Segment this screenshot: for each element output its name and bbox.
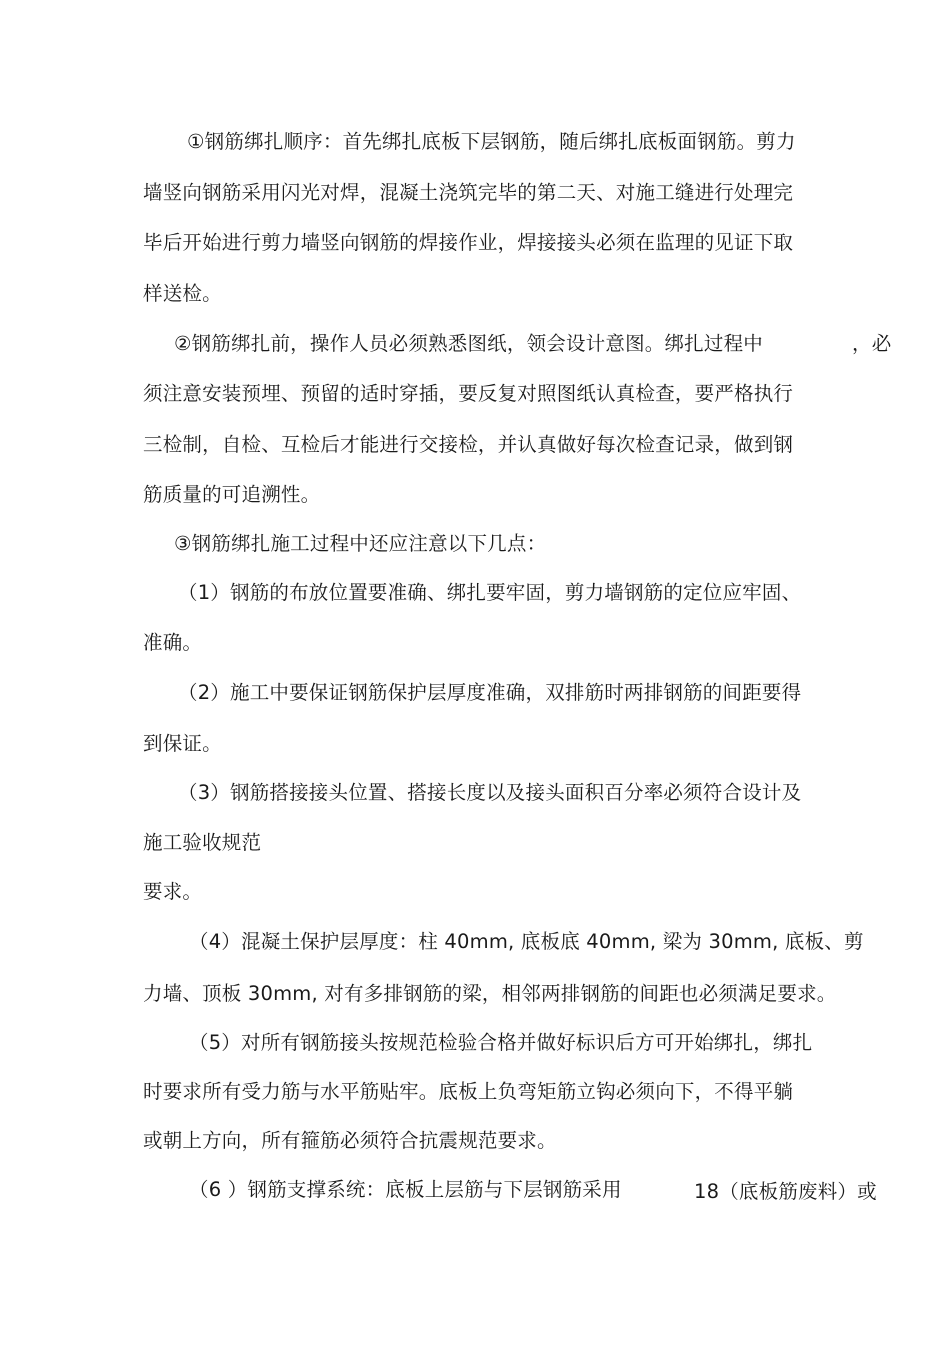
item3-line-1: （3）钢筋搭接接头位置、搭接长度以及接头面积百分率必须符合设计及 <box>178 781 802 804</box>
item5-line-1: （5）对所有钢筋接头按规范检验合格并做好标识后方可开始绑扎，绑扎 <box>189 1031 813 1054</box>
item3-line-2: 施工验收规范 <box>143 831 262 854</box>
p2-line-4: 筋质量的可追溯性。 <box>143 483 321 506</box>
p2-line-1: ②钢筋绑扎前，操作人员必须熟悉图纸，领会设计意图。绑扎过程中 <box>174 332 763 355</box>
item5-line-2: 时要求所有受力筋与水平筋贴牢。底板上负弯矩筋立钩必须向下，不得平躺 <box>143 1080 794 1103</box>
item6-line-1-tail: 18（底板筋废料）或 <box>694 1180 877 1203</box>
item2-line-1: （2）施工中要保证钢筋保护层厚度准确，双排筋时两排钢筋的间距要得 <box>178 681 802 704</box>
p1-line-3: 毕后开始进行剪力墙竖向钢筋的焊接作业，焊接接头必须在监理的见证下取 <box>143 231 794 254</box>
item6-line-1: （6 ）钢筋支撑系统：底板上层筋与下层钢筋采用 <box>189 1178 622 1201</box>
item1-line-1: （1）钢筋的布放位置要准确、绑扎要牢固，剪力墙钢筋的定位应牢固、 <box>178 581 802 604</box>
item1-line-2: 准确。 <box>143 631 203 654</box>
p2-line-1-tail: ，必 <box>852 332 892 355</box>
p1-line-1: ①钢筋绑扎顺序：首先绑扎底板下层钢筋，随后绑扎底板面钢筋。剪力 <box>187 130 796 153</box>
item5-line-3: 或朝上方向，所有箍筋必须符合抗震规范要求。 <box>143 1129 557 1152</box>
item3-line-3: 要求。 <box>143 880 203 903</box>
p3-line-1: ③钢筋绑扎施工过程中还应注意以下几点： <box>174 532 547 555</box>
item4-line-2: 力墙、顶板 30mm, 对有多排钢筋的梁，相邻两排钢筋的间距也必须满足要求。 <box>143 982 837 1005</box>
p2-line-3: 三检制，自检、互检后才能进行交接检，并认真做好每次检查记录，做到钢 <box>143 433 794 456</box>
p1-line-4: 样送检。 <box>143 282 222 305</box>
p1-line-2: 墙竖向钢筋采用闪光对焊，混凝土浇筑完毕的第二天、对施工缝进行处理完 <box>143 181 794 204</box>
item2-line-2: 到保证。 <box>143 732 222 755</box>
p2-line-2: 须注意安装预埋、预留的适时穿插，要反复对照图纸认真检查，要严格执行 <box>143 382 794 405</box>
item4-line-1: （4）混凝土保护层厚度：柱 40mm, 底板底 40mm, 梁为 30mm, 底板、剪 <box>189 930 864 953</box>
